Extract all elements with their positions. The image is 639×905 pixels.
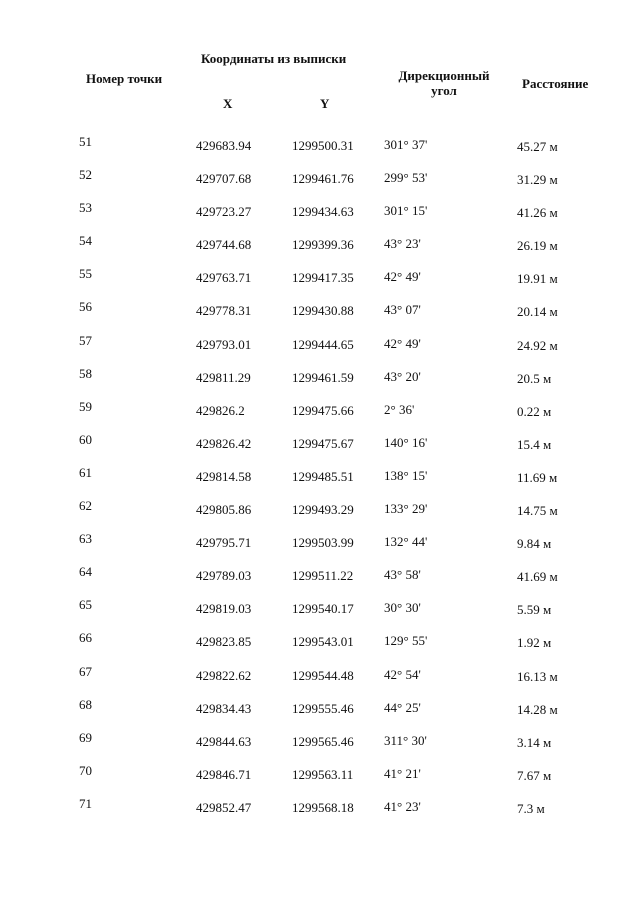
direction-angle-cell: 43° 58' [384,567,421,583]
table-row [0,426,639,459]
header-x: X [223,96,233,111]
header-distance: Расстояние [522,76,589,91]
direction-angle-cell: 301° 15' [384,203,428,219]
direction-angle-cell: 42° 49' [384,335,421,351]
x-coordinate-cell: 429846.71 [196,766,252,782]
point-number-cell: 65 [79,597,92,613]
direction-angle-cell: 41° 21' [384,765,421,781]
direction-angle-cell: 44° 25' [384,699,421,715]
header-point-number: Номер точки [86,71,163,86]
y-coordinate-cell: 1299568.18 [292,799,354,815]
direction-angle-cell: 2° 36' [384,401,415,417]
table-row [0,691,639,724]
x-coordinate-cell: 429822.62 [196,667,252,683]
distance-cell: 14.28 м [517,701,558,717]
distance-cell: 26.19 м [517,238,558,254]
distance-cell: 0.22 м [517,403,552,419]
x-coordinate-cell: 429778.31 [196,303,252,319]
distance-cell: 7.67 м [517,767,552,783]
table-row [0,327,639,360]
y-coordinate-cell: 1299540.17 [292,601,354,617]
point-number-cell: 59 [79,398,92,414]
distance-cell: 20.14 м [517,304,558,320]
direction-angle-cell: 30° 30' [384,600,421,616]
y-coordinate-cell: 1299461.76 [292,171,354,187]
distance-cell: 41.26 м [517,205,558,221]
x-coordinate-cell: 429793.01 [196,336,252,352]
distance-cell: 45.27 м [517,139,558,154]
point-number-cell: 70 [79,762,92,778]
point-number-cell: 54 [79,233,92,249]
table-row [0,293,639,326]
point-number-cell: 58 [79,365,92,381]
y-coordinate-cell: 1299543.01 [292,634,354,650]
x-coordinate-cell: 429826.42 [196,435,252,451]
x-coordinate-cell: 429844.63 [196,733,252,749]
point-number-cell: 55 [79,266,92,282]
table-row [0,260,639,293]
table-row [0,459,639,492]
coordinates-table-body [0,128,639,823]
point-number-cell: 66 [79,630,92,646]
table-row [0,161,639,194]
x-coordinate-cell: 429683.94 [196,138,252,153]
direction-angle-cell: 133° 29' [384,501,428,517]
direction-angle-cell: 299° 53' [384,170,428,186]
x-coordinate-cell: 429811.29 [196,369,251,385]
x-coordinate-cell: 429826.2 [196,402,245,418]
table-row [0,393,639,426]
direction-angle-cell: 41° 23' [384,798,421,814]
direction-angle-cell: 129° 55' [384,633,428,649]
point-number-cell: 60 [79,431,92,447]
y-coordinate-cell: 1299417.35 [292,270,354,286]
table-row [0,724,639,757]
distance-cell: 24.92 м [517,337,558,353]
y-coordinate-cell: 1299475.67 [292,435,354,451]
table-row [0,658,639,691]
x-coordinate-cell: 429805.86 [196,502,252,518]
x-coordinate-cell: 429789.03 [196,568,252,584]
distance-cell: 19.91 м [517,271,558,287]
y-coordinate-cell: 1299485.51 [292,468,354,484]
distance-cell: 41.69 м [517,569,558,585]
point-number-cell: 52 [79,167,92,183]
direction-angle-cell: 140° 16' [384,434,428,450]
table-row [0,492,639,525]
point-number-cell: 51 [79,134,92,149]
x-coordinate-cell: 429852.47 [196,799,252,815]
y-coordinate-cell: 1299563.11 [292,766,354,782]
point-number-cell: 53 [79,200,92,216]
y-coordinate-cell: 1299461.59 [292,369,354,385]
distance-cell: 14.75 м [517,503,558,519]
distance-cell: 3.14 м [517,734,552,750]
header-y: Y [320,96,330,111]
table-row [0,790,639,823]
header-coordinates-group: Координаты из выписки [201,51,347,66]
point-number-cell: 68 [79,696,92,712]
x-coordinate-cell: 429763.71 [196,270,252,286]
point-number-cell: 57 [79,332,92,348]
direction-angle-cell: 132° 44' [384,534,428,550]
header-direction-angle: Дирекционный угол [398,68,490,98]
direction-angle-cell: 43° 07' [384,302,421,318]
x-coordinate-cell: 429823.85 [196,634,252,650]
table-row [0,624,639,657]
point-number-cell: 67 [79,663,92,679]
x-coordinate-cell: 429795.71 [196,535,252,551]
point-number-cell: 63 [79,531,92,547]
table-row [0,128,639,161]
table-row [0,194,639,227]
y-coordinate-cell: 1299493.29 [292,502,354,518]
y-coordinate-cell: 1299434.63 [292,204,354,220]
point-number-cell: 56 [79,299,92,315]
point-number-cell: 61 [79,464,92,480]
distance-cell: 11.69 м [517,469,558,485]
distance-cell: 31.29 м [517,172,558,188]
y-coordinate-cell: 1299430.88 [292,303,354,319]
y-coordinate-cell: 1299500.31 [292,138,354,153]
distance-cell: 1.92 м [517,635,552,651]
table-row [0,591,639,624]
x-coordinate-cell: 429834.43 [196,700,252,716]
table-row [0,525,639,558]
x-coordinate-cell: 429723.27 [196,204,252,220]
y-coordinate-cell: 1299544.48 [292,667,354,683]
distance-cell: 5.59 м [517,602,552,618]
point-number-cell: 62 [79,498,92,514]
y-coordinate-cell: 1299511.22 [292,568,354,584]
y-coordinate-cell: 1299555.46 [292,700,354,716]
point-number-cell: 71 [79,795,92,811]
point-number-cell: 64 [79,564,92,580]
distance-cell: 9.84 м [517,536,552,552]
y-coordinate-cell: 1299503.99 [292,535,354,551]
table-row [0,757,639,790]
table-row [0,227,639,260]
table-row [0,558,639,591]
y-coordinate-cell: 1299565.46 [292,733,354,749]
y-coordinate-cell: 1299399.36 [292,237,354,253]
distance-cell: 7.3 м [517,800,545,816]
direction-angle-cell: 43° 23' [384,236,421,252]
distance-cell: 20.5 м [517,370,552,386]
distance-cell: 16.13 м [517,668,558,684]
x-coordinate-cell: 429707.68 [196,171,252,187]
table-row [0,360,639,393]
direction-angle-cell: 42° 54' [384,666,421,682]
y-coordinate-cell: 1299475.66 [292,402,354,418]
direction-angle-cell: 138° 15' [384,467,428,483]
x-coordinate-cell: 429744.68 [196,237,252,253]
direction-angle-cell: 42° 49' [384,269,421,285]
distance-cell: 15.4 м [517,436,552,452]
y-coordinate-cell: 1299444.65 [292,336,354,352]
direction-angle-cell: 301° 37' [384,137,428,152]
direction-angle-cell: 311° 30' [384,732,427,748]
direction-angle-cell: 43° 20' [384,368,421,384]
point-number-cell: 69 [79,729,92,745]
x-coordinate-cell: 429814.58 [196,468,252,484]
x-coordinate-cell: 429819.03 [196,601,252,617]
